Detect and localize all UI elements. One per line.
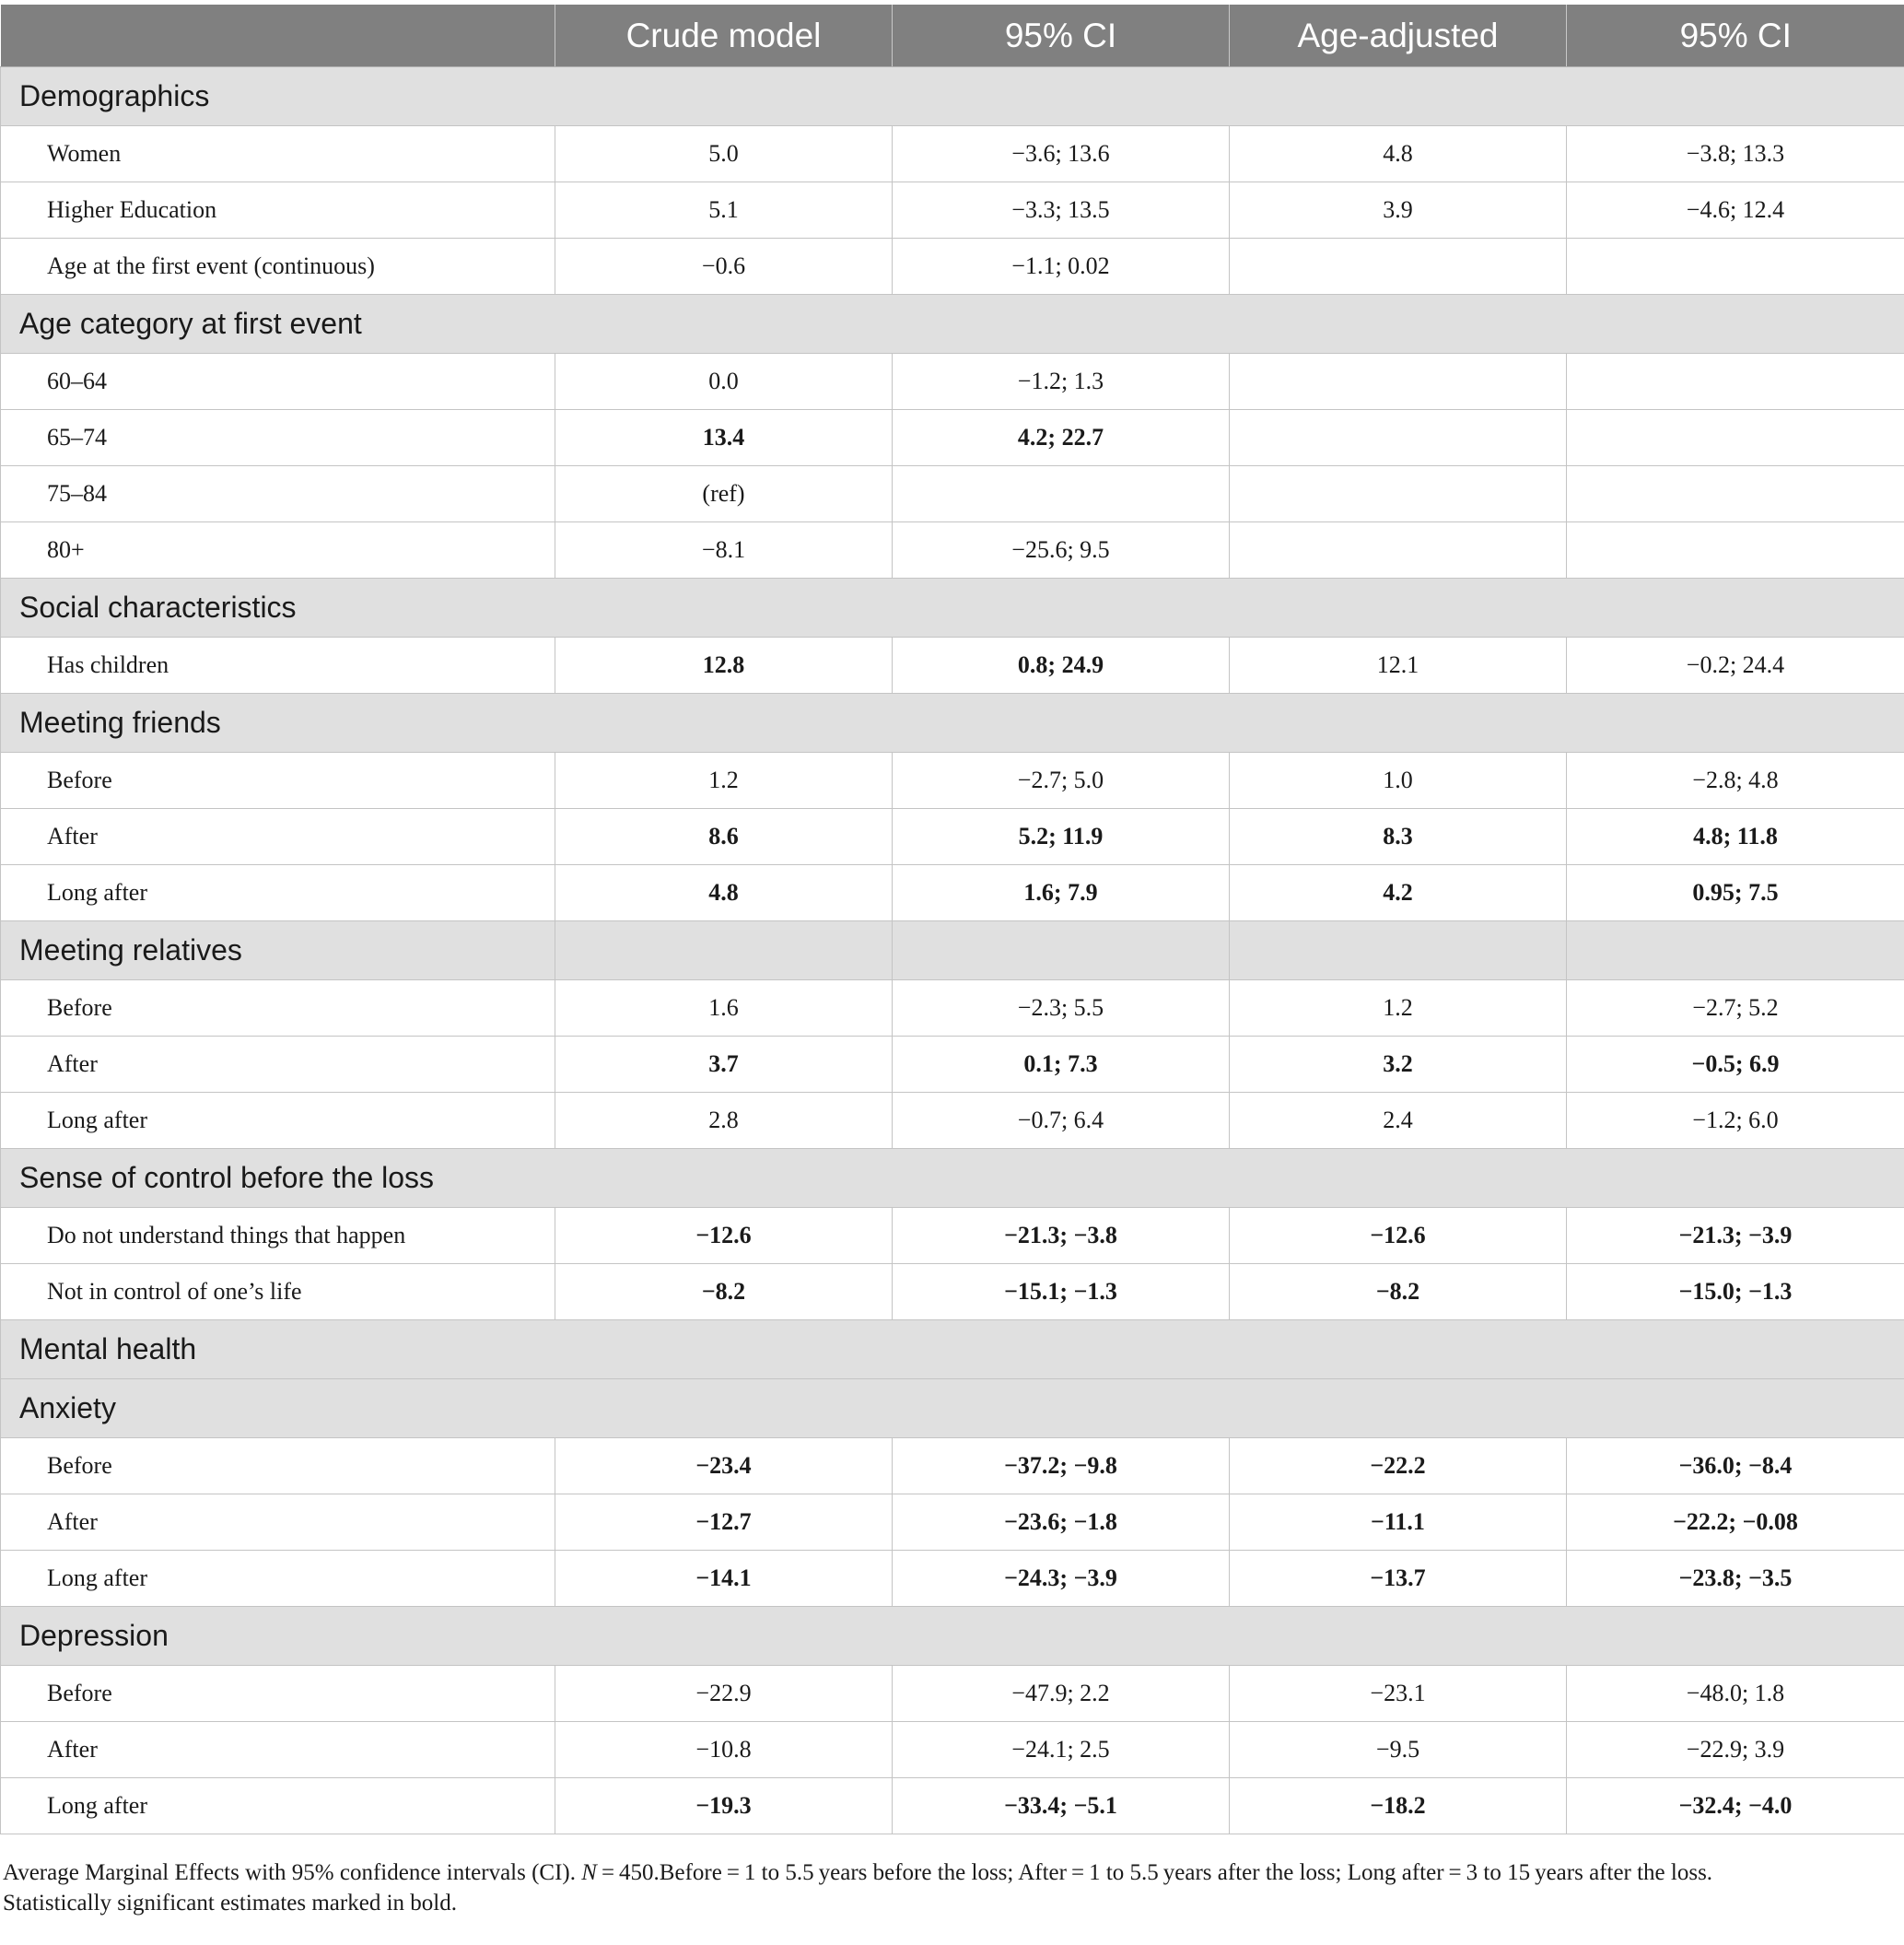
crude-ci-cell: 5.2; 11.9	[893, 809, 1230, 865]
crude-ci-cell: −15.1; −1.3	[893, 1264, 1230, 1320]
table-row	[1, 1264, 1904, 1320]
header-cell-label	[1, 5, 555, 67]
row-label: After	[1, 1722, 555, 1778]
adjusted-estimate-cell: 2.4	[1230, 1093, 1567, 1149]
adjusted-estimate-cell: 3.2	[1230, 1037, 1567, 1093]
crude-estimate-cell: 13.4	[555, 410, 893, 466]
crude-estimate-cell: 12.8	[555, 638, 893, 694]
footnote-text-part2: = 450.Before = 1 to 5.5 years before the loss; After = 1 to 5.5 years after the loss; Long after = 3 to 15 years after the loss.	[596, 1860, 1713, 1885]
crude-estimate-cell: 0.0	[555, 354, 893, 410]
row-label: After	[1, 1494, 555, 1551]
adjusted-ci-cell	[1567, 522, 1904, 579]
row-label: Has children	[1, 638, 555, 694]
adjusted-ci-cell: −1.2; 6.0	[1567, 1093, 1904, 1149]
adjusted-ci-cell: 4.8; 11.8	[1567, 809, 1904, 865]
adjusted-estimate-cell: −13.7	[1230, 1551, 1567, 1607]
section-title: Age category at first event	[1, 295, 1904, 354]
adjusted-ci-cell: −48.0; 1.8	[1567, 1666, 1904, 1722]
crude-ci-cell: −24.3; −3.9	[893, 1551, 1230, 1607]
crude-estimate-cell: −0.6	[555, 239, 893, 295]
row-label: Do not understand things that happen	[1, 1208, 555, 1264]
row-label: 60–64	[1, 354, 555, 410]
header-cell-age-adjusted: Age-adjusted	[1230, 5, 1567, 67]
section-title: Demographics	[1, 67, 1904, 126]
crude-ci-cell: −1.1; 0.02	[893, 239, 1230, 295]
crude-ci-cell: −2.3; 5.5	[893, 980, 1230, 1037]
header-cell-adjusted-ci: 95% CI	[1567, 5, 1904, 67]
section-empty-cell	[1230, 921, 1567, 980]
header-cell-crude-model: Crude model	[555, 5, 893, 67]
crude-estimate-cell: 4.8	[555, 865, 893, 921]
crude-ci-cell: −33.4; −5.1	[893, 1778, 1230, 1834]
section-empty-cell	[555, 921, 893, 980]
table-row	[1, 1438, 1904, 1494]
crude-estimate-cell: −14.1	[555, 1551, 893, 1607]
adjusted-estimate-cell	[1230, 239, 1567, 295]
row-label: Long after	[1, 865, 555, 921]
table-footnote	[3, 1857, 1900, 1918]
crude-ci-cell: 0.8; 24.9	[893, 638, 1230, 694]
adjusted-estimate-cell	[1230, 522, 1567, 579]
table-row	[1, 1666, 1904, 1722]
section-empty-cell	[1567, 921, 1904, 980]
section-title: Mental health	[1, 1320, 1904, 1379]
table-row	[1, 638, 1904, 694]
table-row	[1, 522, 1904, 579]
table-row	[1, 1494, 1904, 1551]
crude-estimate-cell: 3.7	[555, 1037, 893, 1093]
section-title: Depression	[1, 1607, 1904, 1666]
section-title: Social characteristics	[1, 579, 1904, 638]
table-row	[1, 753, 1904, 809]
table-row	[1, 182, 1904, 239]
section-title: Sense of control before the loss	[1, 1149, 1904, 1208]
crude-ci-cell: −1.2; 1.3	[893, 354, 1230, 410]
adjusted-estimate-cell: −8.2	[1230, 1264, 1567, 1320]
row-label: After	[1, 809, 555, 865]
adjusted-ci-cell	[1567, 239, 1904, 295]
section-header-row	[1, 579, 1904, 638]
table-row	[1, 980, 1904, 1037]
adjusted-estimate-cell: −22.2	[1230, 1438, 1567, 1494]
adjusted-estimate-cell: 3.9	[1230, 182, 1567, 239]
table-row	[1, 809, 1904, 865]
adjusted-ci-cell: −0.2; 24.4	[1567, 638, 1904, 694]
row-label: Age at the first event (continuous)	[1, 239, 555, 295]
header-cell-crude-ci: 95% CI	[893, 5, 1230, 67]
table-body	[1, 67, 1904, 1834]
adjusted-ci-cell: −0.5; 6.9	[1567, 1037, 1904, 1093]
table-row	[1, 239, 1904, 295]
adjusted-ci-cell: 0.95; 7.5	[1567, 865, 1904, 921]
section-title: Anxiety	[1, 1379, 1904, 1438]
row-label: Higher Education	[1, 182, 555, 239]
row-label: Before	[1, 1438, 555, 1494]
table-row	[1, 410, 1904, 466]
crude-estimate-cell: −22.9	[555, 1666, 893, 1722]
adjusted-ci-cell: −32.4; −4.0	[1567, 1778, 1904, 1834]
crude-estimate-cell: −12.7	[555, 1494, 893, 1551]
section-header-row	[1, 1379, 1904, 1438]
row-label: After	[1, 1037, 555, 1093]
crude-estimate-cell: 5.1	[555, 182, 893, 239]
footnote-n-symbol: N	[581, 1860, 597, 1885]
adjusted-estimate-cell: 4.2	[1230, 865, 1567, 921]
adjusted-estimate-cell	[1230, 410, 1567, 466]
adjusted-ci-cell	[1567, 466, 1904, 522]
adjusted-ci-cell: −23.8; −3.5	[1567, 1551, 1904, 1607]
table-header-row	[1, 5, 1904, 67]
crude-ci-cell: −2.7; 5.0	[893, 753, 1230, 809]
row-label: Long after	[1, 1778, 555, 1834]
crude-ci-cell: −21.3; −3.8	[893, 1208, 1230, 1264]
crude-estimate-cell: −8.1	[555, 522, 893, 579]
footnote-text-part1: Average Marginal Effects with 95% confidence intervals (CI).	[3, 1860, 582, 1885]
crude-estimate-cell: −10.8	[555, 1722, 893, 1778]
adjusted-ci-cell: −36.0; −8.4	[1567, 1438, 1904, 1494]
adjusted-estimate-cell: 1.0	[1230, 753, 1567, 809]
row-label: Women	[1, 126, 555, 182]
adjusted-ci-cell	[1567, 354, 1904, 410]
crude-estimate-cell: −19.3	[555, 1778, 893, 1834]
row-label: 80+	[1, 522, 555, 579]
crude-ci-cell: −0.7; 6.4	[893, 1093, 1230, 1149]
adjusted-estimate-cell: 8.3	[1230, 809, 1567, 865]
adjusted-estimate-cell: −23.1	[1230, 1666, 1567, 1722]
table-row	[1, 126, 1904, 182]
table-row	[1, 1093, 1904, 1149]
adjusted-estimate-cell: −18.2	[1230, 1778, 1567, 1834]
adjusted-ci-cell: −3.8; 13.3	[1567, 126, 1904, 182]
section-header-row	[1, 295, 1904, 354]
crude-ci-cell: −3.6; 13.6	[893, 126, 1230, 182]
row-label: 75–84	[1, 466, 555, 522]
row-label: Long after	[1, 1093, 555, 1149]
adjusted-estimate-cell	[1230, 466, 1567, 522]
table-row	[1, 865, 1904, 921]
section-header-row	[1, 1607, 1904, 1666]
crude-ci-cell: −3.3; 13.5	[893, 182, 1230, 239]
adjusted-estimate-cell: −11.1	[1230, 1494, 1567, 1551]
results-table	[0, 5, 1904, 1834]
crude-ci-cell	[893, 466, 1230, 522]
table-row	[1, 1722, 1904, 1778]
footnote-significance-note: Statistically significant estimates marked in bold.	[3, 1891, 457, 1916]
adjusted-ci-cell: −2.8; 4.8	[1567, 753, 1904, 809]
row-label: Long after	[1, 1551, 555, 1607]
row-label: 65–74	[1, 410, 555, 466]
crude-ci-cell: 1.6; 7.9	[893, 865, 1230, 921]
adjusted-ci-cell: −22.2; −0.08	[1567, 1494, 1904, 1551]
crude-estimate-cell: 1.2	[555, 753, 893, 809]
section-header-row	[1, 1320, 1904, 1379]
adjusted-ci-cell: −21.3; −3.9	[1567, 1208, 1904, 1264]
section-header-row	[1, 67, 1904, 126]
crude-estimate-cell: 1.6	[555, 980, 893, 1037]
crude-estimate-cell: −23.4	[555, 1438, 893, 1494]
crude-estimate-cell: 8.6	[555, 809, 893, 865]
crude-estimate-cell: −12.6	[555, 1208, 893, 1264]
adjusted-estimate-cell: −12.6	[1230, 1208, 1567, 1264]
adjusted-estimate-cell: 4.8	[1230, 126, 1567, 182]
adjusted-estimate-cell: 12.1	[1230, 638, 1567, 694]
crude-ci-cell: −25.6; 9.5	[893, 522, 1230, 579]
adjusted-estimate-cell	[1230, 354, 1567, 410]
crude-ci-cell: 4.2; 22.7	[893, 410, 1230, 466]
adjusted-estimate-cell: −9.5	[1230, 1722, 1567, 1778]
crude-ci-cell: 0.1; 7.3	[893, 1037, 1230, 1093]
table-row	[1, 1778, 1904, 1834]
crude-ci-cell: −47.9; 2.2	[893, 1666, 1230, 1722]
section-header-row	[1, 921, 1904, 980]
crude-ci-cell: −23.6; −1.8	[893, 1494, 1230, 1551]
row-label: Before	[1, 1666, 555, 1722]
crude-ci-cell: −24.1; 2.5	[893, 1722, 1230, 1778]
adjusted-ci-cell: −2.7; 5.2	[1567, 980, 1904, 1037]
adjusted-estimate-cell: 1.2	[1230, 980, 1567, 1037]
table-row	[1, 354, 1904, 410]
table-row	[1, 1037, 1904, 1093]
table-row	[1, 466, 1904, 522]
crude-estimate-cell: −8.2	[555, 1264, 893, 1320]
adjusted-ci-cell: −22.9; 3.9	[1567, 1722, 1904, 1778]
row-label: Before	[1, 753, 555, 809]
row-label: Not in control of one’s life	[1, 1264, 555, 1320]
adjusted-ci-cell: −4.6; 12.4	[1567, 182, 1904, 239]
section-header-row	[1, 694, 1904, 753]
adjusted-ci-cell	[1567, 410, 1904, 466]
section-empty-cell	[893, 921, 1230, 980]
adjusted-ci-cell: −15.0; −1.3	[1567, 1264, 1904, 1320]
table-row	[1, 1208, 1904, 1264]
crude-estimate-cell: 5.0	[555, 126, 893, 182]
section-title: Meeting friends	[1, 694, 1904, 753]
crude-ci-cell: −37.2; −9.8	[893, 1438, 1230, 1494]
table-row	[1, 1551, 1904, 1607]
section-title: Meeting relatives	[1, 921, 555, 980]
crude-estimate-cell: (ref)	[555, 466, 893, 522]
crude-estimate-cell: 2.8	[555, 1093, 893, 1149]
section-header-row	[1, 1149, 1904, 1208]
row-label: Before	[1, 980, 555, 1037]
